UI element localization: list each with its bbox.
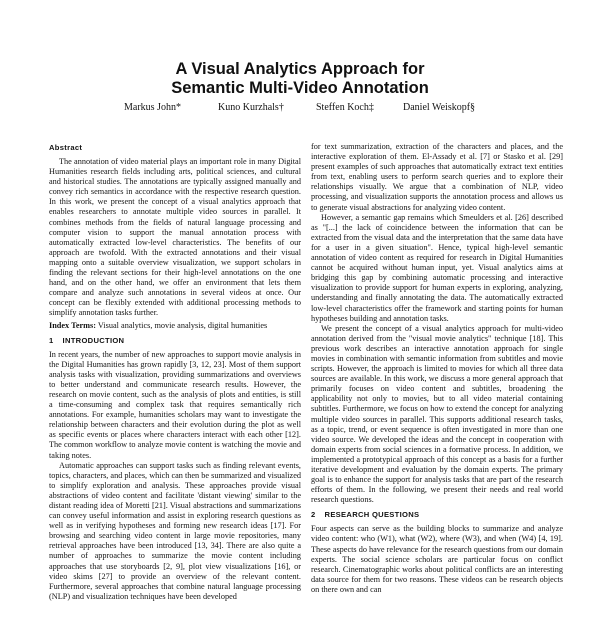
introduction-title: INTRODUCTION	[62, 335, 125, 345]
author-2: Kuno Kurzhals†	[218, 102, 284, 113]
right-column	[311, 142, 563, 595]
introduction-heading	[49, 335, 301, 346]
author-list	[0, 102, 600, 116]
title-line-2: Semantic Multi-Video Annotation	[171, 79, 429, 97]
body-paragraph-3: We present the concept of a visual analytics approach for multi-video annotation derived from the "visual movie analytics" technique [18]. This previous work describes an interactive annotation approach for single movies in combination with semantic information from subtitles and movie scripts. However, the approach is limited to movies for which all three data sources are available. In this work, we discuss a more general approach that primarily focuses on video content and subtitles, broadening the applicability not only to movies, but to all video material containing subtitles. Furthermore, we focus on how to extend the concept for analyzing multiple video sources in parallel. This supports additional research tasks, as a topic, trend, or event sequence is often investigated in more than one video source. We developed the ideas and the concept in cooperation with domain experts from social sciences in a formative process. In addition, we implemented a prototypical approach of this concept as a basis for a further iterative development and evaluation by the domain experts. The primary goal is to enhance the support for analysis tasks that are part of the research efforts of them. In the following, we present their needs and real world research questions.	[311, 323, 563, 505]
index-terms-label: Index Terms:	[49, 320, 96, 330]
research-questions-heading	[311, 509, 563, 520]
author-1: Markus John*	[124, 102, 181, 113]
paper-title	[0, 60, 600, 98]
intro-paragraph-2: Automatic approaches can support tasks such as finding relevant events, topics, characters, and places, which can then be summarized and visualized to simplify exploration and analysis. These approaches provide visual abstractions of video content and facilitate 'distant viewing' similar to the distant reading idea of Moretti [21]. Visual abstractions and summarizations can convey useful information and assist in exploring research questions as well as in verifying hypotheses and forming new research ideas [17]. For browsing and searching video content in large movie repositories, many retrieval approaches have been introduced [13, 34]. There are also quite a number of approaches to summarize the movie content including approaches that use storyboards [2, 9], plot view visualizations [16], or video skims [27] to provide an overview of the relevant content. Furthermore, several approaches that combine natural language processing (NLP) and visualization techniques have been developed	[49, 460, 301, 601]
abstract-text: The annotation of video material plays an important role in many Digital Humanities research fields including arts, political sciences, and cultural and historical studies. The annotations are typically assigned manually and convey rich semantics in accordance with the respective research question. In this work, we present the concept of a visual analytics approach that enables researchers to annotate multiple video sources in parallel. It combines methods from the fields of natural language processing and computer vision to support the manual annotation process with automatically extracted low-level characteristics. The benefits of our approach are twofold. With the extracted annotations and their visual mapping onto a suitable overview visualization, we support scholars in finding the relevant sections for their high-level annotations on the one hand, and on the other hand, we offer an environment that lets them compare and analyze such annotations in several videos at once. Our concept can be flexibly extended with additional processing methods to simplify annotation tasks further.	[49, 157, 301, 318]
research-questions-title: RESEARCH QUESTIONS	[324, 510, 420, 520]
body-paragraph-2: However, a semantic gap remains which Smeulders et al. [26] described as "[...] the lack of coincidence between the information that can be extracted from the visual data and the interpretation that the same data have for a user in a given situation". Hence, typical high-level semantic annotation of video content as required for research in Digital Humanities cannot be acquired without human input, yet. Visual analytics aims at bridging this gap by combining automatic processing and interactive visualization to provide support for human experts in exploring, analyzing, understanding and finally annotating the data. The automatically extracted low-level characteristics offer the framework and starting points for human hypotheses building and annotation tasks.	[311, 212, 563, 323]
research-questions-paragraph: Four aspects can serve as the building blocks to summarize and analyze video content: who (W1), what (W2), where (W3), and when (W4) [4, 19]. These aspects do have relevance for the research questions from our domain experts. The social science scholars are particular focus on conflict research. Cinematographic works about political conflicts are an interesting data source for them for two reasons. These videos can be research objects on there own and can	[311, 524, 563, 594]
research-questions-number: 2	[311, 510, 316, 520]
left-column	[49, 142, 301, 602]
author-4: Daniel Weiskopf§	[403, 102, 476, 113]
index-terms	[49, 321, 301, 331]
introduction-number: 1	[49, 335, 54, 345]
intro-paragraph-1: In recent years, the number of new approaches to support movie analysis in the Digital Humanities has grown rapidly [3, 12, 23]. Most of them support analysis tasks with visualization, providing summarizations and overviews to better understand and communicate research results. However, the research on movie content, such as the analysis of plots and entities, is still a time-consuming and complex task that requires semantically rich annotations. For example, humanities scholars may want to investigate the relationship between characters and their evolution during the plot as well as specific events or places where characters interact with each other [12]. The common workflow to analyze movie content is watching the movie and taking notes.	[49, 349, 301, 460]
index-terms-text: Visual analytics, movie analysis, digital humanities	[97, 320, 268, 330]
title-line-1: A Visual Analytics Approach for	[175, 60, 425, 78]
body-paragraph-1: for text summarization, extraction of the characters and places, and the interactive exploration of them. El-Assady et al. [7] or Stasko et al. [29] present examples of such approaches that automatically extract text entities from text, enabling users to perform search queries and to explore their relationships visually. We argue that a combination of NLP, video processing, and visualization supports the annotation process and allows us to generate visual abstractions for analyzing video content.	[311, 142, 563, 212]
author-3: Steffen Koch‡	[316, 102, 374, 113]
abstract-heading: Abstract	[49, 143, 83, 152]
